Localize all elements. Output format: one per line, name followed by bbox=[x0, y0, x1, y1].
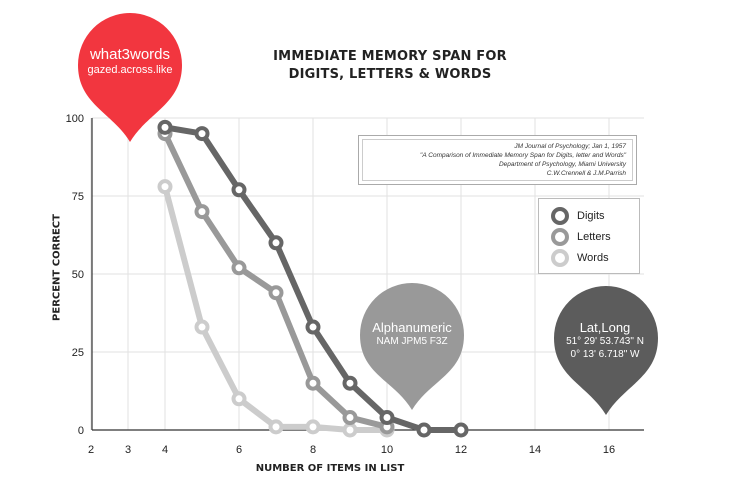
data-point-words bbox=[234, 393, 245, 404]
data-point-letters bbox=[308, 378, 319, 389]
x-axis-label: NUMBER OF ITEMS IN LIST bbox=[255, 463, 405, 474]
data-point-digits bbox=[345, 378, 356, 389]
data-point-words bbox=[308, 421, 319, 432]
x-tick-label: 6 bbox=[235, 444, 243, 456]
alphanumeric-code: NAM JPM5 F3Z bbox=[376, 336, 448, 347]
x-tick-label: 14 bbox=[528, 444, 542, 456]
y-tick-label: 50 bbox=[71, 269, 84, 281]
data-point-words bbox=[345, 425, 356, 436]
alphanumeric-pin-text bbox=[357, 320, 467, 348]
y-tick-label: 25 bbox=[71, 347, 84, 359]
legend-marker-words bbox=[551, 249, 569, 267]
legend-marker-letters bbox=[551, 228, 569, 246]
legend-label-words: Words bbox=[577, 252, 609, 264]
data-point-words bbox=[160, 181, 171, 192]
data-point-digits bbox=[308, 322, 319, 333]
citation-line2: "A Comparison of Immediate Memory Span for Digits, letter and Words" bbox=[420, 152, 626, 159]
chart-title bbox=[250, 48, 530, 84]
x-tick-label: 4 bbox=[161, 444, 169, 456]
x-tick-label: 8 bbox=[309, 444, 317, 456]
x-tick-label: 10 bbox=[380, 444, 394, 456]
y-axis-label: PERCENT CORRECT bbox=[51, 214, 63, 321]
latlong-pin-text bbox=[550, 320, 660, 361]
what3words-title: what3words bbox=[89, 46, 171, 63]
latlong-longitude: 0° 13' 6.718" W bbox=[570, 349, 640, 360]
alphanumeric-title: Alphanumeric bbox=[372, 320, 452, 335]
citation-line3: Department of Psychology, Miami University bbox=[498, 161, 626, 168]
data-point-letters bbox=[345, 412, 356, 423]
legend-item-letters bbox=[551, 228, 611, 246]
legend bbox=[538, 198, 640, 274]
x-tick-label: 16 bbox=[602, 444, 616, 456]
data-point-digits bbox=[382, 412, 393, 423]
x-tick-label: 2 bbox=[87, 444, 95, 456]
latlong-title: Lat,Long bbox=[579, 320, 631, 335]
data-point-digits bbox=[160, 122, 171, 133]
data-point-digits bbox=[271, 237, 282, 248]
data-point-words bbox=[197, 322, 208, 333]
data-point-digits bbox=[456, 425, 467, 436]
x-tick-label: 3 bbox=[124, 444, 132, 456]
legend-item-digits bbox=[551, 207, 605, 225]
data-point-letters bbox=[197, 206, 208, 217]
legend-label-letters: Letters bbox=[577, 231, 611, 243]
citation-line1: JM Journal of Psychology; Jan 1, 1957 bbox=[514, 143, 626, 150]
chart-title-line1: IMMEDIATE MEMORY SPAN FOR bbox=[273, 49, 507, 64]
series-line-words bbox=[165, 187, 387, 430]
chart-title-line2: DIGITS, LETTERS & WORDS bbox=[288, 67, 492, 82]
x-tick-label: 12 bbox=[454, 444, 468, 456]
y-tick-label: 75 bbox=[71, 191, 84, 203]
legend-marker-digits bbox=[551, 207, 569, 225]
data-point-words bbox=[271, 421, 282, 432]
citation-box bbox=[358, 135, 637, 185]
data-point-digits bbox=[419, 425, 430, 436]
y-tick-label: 0 bbox=[77, 425, 84, 437]
data-point-digits bbox=[234, 184, 245, 195]
legend-item-words bbox=[551, 249, 609, 267]
citation-line4: C.W.Crennell & J.M.Parrish bbox=[546, 170, 626, 177]
what3words-pin-text bbox=[76, 46, 184, 77]
y-tick-label: 100 bbox=[65, 113, 84, 125]
data-point-letters bbox=[234, 262, 245, 273]
data-point-digits bbox=[197, 128, 208, 139]
legend-label-digits: Digits bbox=[577, 210, 605, 222]
data-point-letters bbox=[271, 287, 282, 298]
latlong-latitude: 51° 29' 53.743" N bbox=[566, 336, 644, 347]
what3words-address: gazed.across.like bbox=[87, 64, 173, 76]
